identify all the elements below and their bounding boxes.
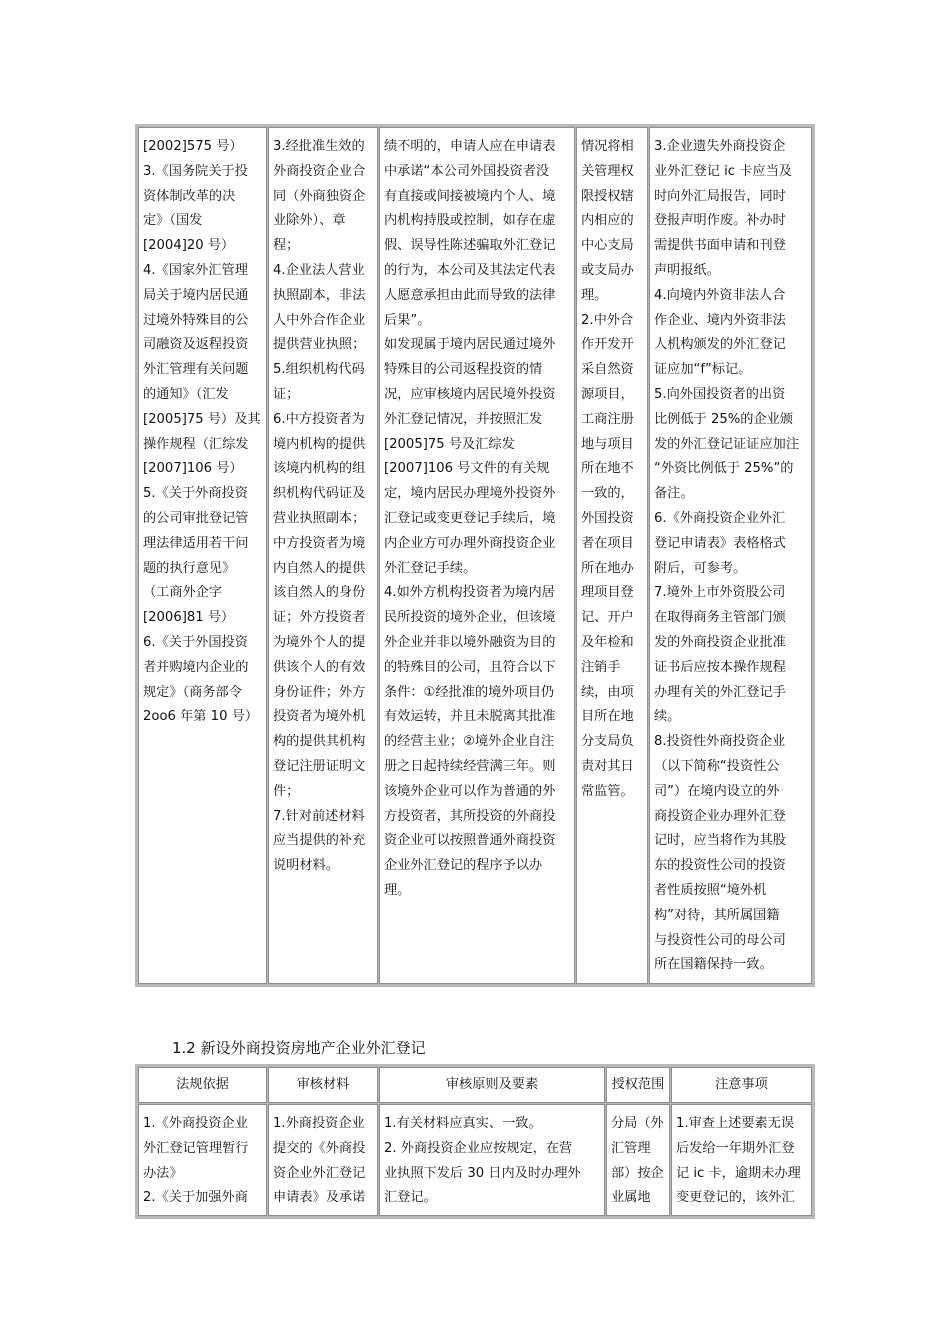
cell-line: 该境外企业可以作为普通的外 — [384, 783, 556, 799]
cell-line: 注销手 — [581, 659, 621, 675]
cell-line: 定，境内居民办理境外投资外 — [384, 486, 556, 502]
cell-line: 境内机构的提供 — [273, 436, 366, 452]
cell-line: 织机构代码证及 — [273, 486, 366, 502]
cell-line: 2. 外商投资企业应按规定，在营 — [384, 1140, 573, 1156]
cell-line: 中承诺“本公司外国投资者没 — [384, 163, 550, 179]
cell-line: 2oo6 年第 10 号） — [143, 709, 259, 725]
cell-line: 所在地办 — [581, 560, 634, 576]
cell-line: 责对其日 — [581, 758, 634, 774]
header-regulations: 法规依据 — [138, 1067, 267, 1103]
cell-line: 供该个人的有效 — [273, 659, 366, 675]
cell-line: 为境外个人的提 — [273, 634, 366, 650]
cell-line: 同（外商独资企 — [273, 188, 366, 204]
cell-line: 者在项目 — [581, 535, 634, 551]
cell-line: 民所投资的境外企业，但该境 — [384, 610, 556, 626]
cell-line: 条件：①经批准的境外项目仍 — [384, 684, 555, 700]
cell-line: 者并购境内企业的 — [143, 659, 249, 675]
cell-line: 4.企业法人营业 — [273, 262, 365, 278]
cell-line: 8.投资性外商投资企业 — [654, 734, 786, 750]
cell-line: 况，应审核境内居民境外投资 — [384, 386, 556, 402]
header-authorization: 授权范围 — [606, 1067, 670, 1103]
cell-line: 工商注册 — [581, 411, 634, 427]
cell-line: 的行为，本公司及其法定代表 — [384, 262, 556, 278]
cell-line: 资体制改革的决 — [143, 188, 236, 204]
cell-line: 或支局办 — [581, 262, 634, 278]
cell-line: 营业执照副本； — [273, 510, 366, 526]
cell-line: 假、误导性陈述骗取外汇登记 — [384, 238, 556, 254]
cell-line: 企业外汇登记的程序予以办 — [384, 858, 543, 874]
cell-line: 局关于境内居民通 — [143, 287, 249, 303]
cell-line: 程； — [273, 238, 300, 254]
cell-line: 有效运转，并且未脱离其批准 — [384, 709, 556, 725]
cell-line: 外汇登记管理暂行 — [143, 1140, 249, 1156]
cell-line: 的公司审批登记管 — [143, 510, 249, 526]
cell-line: 1.《外商投资企业 — [143, 1116, 248, 1131]
cell-line: 附后，可参考。 — [654, 560, 747, 576]
cell-line: 3.企业遗失外商投资企 — [654, 139, 786, 154]
cell-line: 证书后应按本操作规程 — [654, 659, 786, 675]
cell-line: 作企业、境内外资非法 — [654, 312, 786, 328]
cell-line: [2002]575 号） — [143, 139, 243, 154]
cell-line: 的通知》（汇发 — [143, 386, 229, 402]
cell-line: 办理有关的外汇登记手 — [654, 684, 786, 700]
cell-line: 内自然人的提供 — [273, 560, 366, 576]
cell-line: 申请表》及承诺 — [273, 1190, 366, 1206]
cell-line: 人机构颁发的外汇登记 — [654, 337, 786, 353]
cell-line: 办法》 — [143, 1165, 183, 1181]
cell-line: 证； — [273, 386, 300, 402]
cell-line: 中心支局 — [581, 238, 634, 254]
cell-line: 特殊目的公司返程投资的情 — [384, 362, 543, 378]
cell-line: 备注。 — [654, 486, 694, 502]
cell-line: [2007]106 号） — [143, 461, 243, 477]
real-estate-registration-table — [135, 1064, 815, 1219]
table2-col-notes — [671, 1104, 812, 1216]
cell-line: 关管理权 — [581, 163, 634, 179]
cell-line: 在取得商务主管部门颁 — [654, 610, 786, 626]
cell-line: 地与项目 — [581, 436, 634, 452]
header-notes: 注意事项 — [671, 1067, 812, 1103]
cell-line: 规定》（商务部令 — [143, 684, 242, 700]
cell-line: 该境内机构的组 — [273, 461, 366, 477]
cell-line: [2005]75 号及汇综发 — [384, 436, 515, 452]
cell-line: 件； — [273, 783, 300, 799]
cell-line: 内机构持股或控制，如存在虚 — [384, 213, 556, 229]
cell-line: 1.有关材料应真实、一致。 — [384, 1116, 542, 1131]
cell-line: 常监管。 — [581, 783, 634, 799]
cell-line: 5.组织机构代码 — [273, 362, 365, 378]
cell-line: [2004]20 号） — [143, 238, 235, 254]
cell-line: 内企业方可办理外商投资企业 — [384, 535, 556, 551]
cell-line: 6.《外商投资企业外汇 — [654, 510, 786, 526]
cell-line: 汇登记或变更登记手续后，境 — [384, 510, 556, 526]
cell-line: 变更登记的，该外汇 — [676, 1190, 795, 1206]
cell-line: 及年检和 — [581, 634, 634, 650]
cell-line: 续。 — [654, 709, 681, 725]
cell-line: 所在国籍保持一致。 — [654, 957, 773, 973]
cell-line: 投资者为境外机 — [273, 709, 366, 725]
cell-line: 理项目登 — [581, 585, 634, 601]
cell-line: 情况将相 — [581, 139, 634, 154]
cell-line: 4.如外方机构投资者为境内居 — [384, 585, 555, 601]
cell-line: 5.《关于外商投资 — [143, 486, 248, 502]
cell-line: 提供营业执照； — [273, 337, 366, 353]
cell-line: 商投资企业办理外汇登 — [654, 808, 786, 824]
cell-line: 定》（国发 — [143, 213, 203, 229]
cell-line: 5.向外国投资者的出资 — [654, 386, 786, 402]
cell-line: 分支局负 — [581, 734, 634, 750]
cell-line: 与投资性公司的母公司 — [654, 932, 786, 948]
cell-line: 业属地 — [611, 1190, 651, 1206]
cell-line: 者性质按照“境外机 — [654, 882, 767, 898]
header-principles: 审核原则及要素 — [379, 1067, 605, 1103]
table1-col-authorization — [576, 127, 648, 984]
cell-line: 外商投资企业合 — [273, 163, 366, 179]
cell-line: 的特殊目的公司，且符合以下 — [384, 659, 556, 675]
cell-line: 1.审查上述要素无误 — [676, 1116, 795, 1131]
cell-line: 限授权辖 — [581, 188, 634, 204]
cell-line: 需提供书面申请和刊登 — [654, 238, 786, 254]
cell-line: 作开发开 — [581, 337, 634, 353]
cell-line: 源项目， — [581, 386, 634, 402]
section-title: 1.2 新设外商投资房地产企业外汇登记 — [172, 1039, 426, 1057]
cell-line: 4.《国家外汇管理 — [143, 262, 248, 278]
cell-line: 登报声明作废。补办时 — [654, 213, 786, 229]
cell-line: 册之日起持续经营满三年。则 — [384, 758, 556, 774]
cell-line: 证应加“f”标记。 — [654, 362, 752, 378]
cell-line: [2007]106 号文件的有关规 — [384, 461, 550, 477]
cell-line: 3.经批准生效的 — [273, 139, 365, 154]
cell-line: 司”）在境内设立的外 — [654, 783, 780, 799]
cell-line: 目所在地 — [581, 709, 634, 725]
cell-line: 司融资及返程投资 — [143, 337, 249, 353]
table2-col-materials — [268, 1104, 378, 1216]
cell-line: 人愿意承担由此而导致的法律 — [384, 287, 556, 303]
cell-line: 一致的， — [581, 486, 634, 502]
cell-line: 外企业并非以境外融资为目的 — [384, 634, 556, 650]
cell-line: 构的提供其机构 — [273, 734, 366, 750]
cell-line: 登记申请表》表格格式 — [654, 535, 786, 551]
table2-col-authorization — [606, 1104, 670, 1216]
cell-line: 后果”。 — [384, 312, 431, 328]
cell-line: 分局（外 — [611, 1116, 664, 1131]
cell-line: 声明报纸。 — [654, 262, 720, 278]
cell-line: 的经营主业；②境外企业自注 — [384, 734, 555, 750]
cell-line: 时向外汇局报告，同时 — [654, 188, 786, 204]
cell-line: 该自然人的身份 — [273, 585, 366, 601]
cell-line: 应当提供的补充 — [273, 833, 366, 849]
cell-line: 发的外汇登记证证应加注 — [654, 436, 800, 452]
cell-line: 中方投资者为境 — [273, 535, 366, 551]
cell-line: 执照副本，非法 — [273, 287, 366, 303]
cell-line: 构”对待，其所属国籍 — [654, 907, 780, 923]
cell-line: 业执照下发后 30 日内及时办理外 — [384, 1165, 581, 1181]
cell-line: 2.中外合 — [581, 312, 634, 328]
cell-line: 记时，应当将作为其股 — [654, 833, 786, 849]
cell-line: 后发给一年期外汇登 — [676, 1140, 795, 1156]
cell-line: 提交的《外商投 — [273, 1140, 366, 1156]
cell-line: 采自然资 — [581, 362, 634, 378]
cell-line: 汇登记。 — [384, 1190, 437, 1206]
table2-col-principles — [379, 1104, 605, 1216]
requirements-table-continued — [135, 124, 815, 987]
cell-line: （工商外企字 — [143, 585, 223, 601]
cell-line: 证；外方投资者 — [273, 610, 366, 626]
cell-line: 业外汇登记 ic 卡应当及 — [654, 163, 792, 179]
table1-col-principles — [379, 127, 575, 984]
cell-line: 资企业外汇登记 — [273, 1165, 366, 1181]
table2-col-regulations — [138, 1104, 267, 1216]
cell-line: 记 ic 卡，逾期未办理 — [676, 1165, 801, 1181]
cell-line: 外汇登记情况，并按照汇发 — [384, 411, 543, 427]
cell-line: 理法律适用若干问 — [143, 535, 249, 551]
table1-col-notes — [649, 127, 812, 984]
cell-line: 理。 — [384, 882, 411, 898]
cell-line: 续，由项 — [581, 684, 634, 700]
header-materials: 审核材料 — [268, 1067, 378, 1103]
cell-line: 过境外特殊目的公 — [143, 312, 249, 328]
cell-line: 外汇管理有关问题 — [143, 362, 249, 378]
cell-line: 绩不明的，申请人应在申请表 — [384, 139, 556, 154]
cell-line: 业除外）、章 — [273, 213, 346, 229]
cell-line: 内相应的 — [581, 213, 634, 229]
table1-col-materials — [268, 127, 378, 984]
cell-line: 方投资者，其所投资的外商投 — [384, 808, 556, 824]
cell-line: 人中外合作企业 — [273, 312, 366, 328]
cell-line: 资企业可以按照普通外商投资 — [384, 833, 556, 849]
cell-line: [2005]75 号）及其 — [143, 411, 261, 427]
cell-line: 汇管理 — [611, 1140, 651, 1156]
cell-line: 如发现属于境内居民通过境外 — [384, 337, 556, 353]
cell-line: [2006]81 号） — [143, 610, 235, 626]
cell-line: 外汇登记手续。 — [384, 560, 477, 576]
cell-line: 登记注册证明文 — [273, 758, 366, 774]
cell-line: 东的投资性公司的投资 — [654, 858, 786, 874]
cell-line: “外资比例低于 25%”的 — [654, 461, 794, 477]
cell-line: 6.中方投资者为 — [273, 411, 365, 427]
cell-line: 操作规程（汇综发 — [143, 436, 249, 452]
cell-line: 题的执行意见》 — [143, 560, 236, 576]
cell-line: 7.境外上市外资股公司 — [654, 585, 786, 601]
cell-line: 4.向境内外资非法人合 — [654, 287, 786, 303]
cell-line: 2.《关于加强外商 — [143, 1190, 248, 1206]
cell-line: 身份证件；外方 — [273, 684, 366, 700]
cell-line: 有直接或间接被境内个人、境 — [384, 188, 556, 204]
cell-line: （以下简称“投资性公 — [654, 758, 780, 774]
cell-line: 1.外商投资企业 — [273, 1116, 365, 1131]
cell-line: 所在地不 — [581, 461, 634, 477]
cell-line: 理。 — [581, 287, 608, 303]
cell-line: 7.针对前述材料 — [273, 808, 365, 824]
cell-line: 外国投资 — [581, 510, 634, 526]
cell-line: 3.《国务院关于投 — [143, 163, 248, 179]
cell-line: 记、开户 — [581, 610, 634, 626]
cell-line: 说明材料。 — [273, 858, 339, 874]
cell-line: 比例低于 25%的企业颁 — [654, 411, 794, 427]
cell-line: 发的外商投资企业批准 — [654, 634, 786, 650]
table1-col-regulations — [138, 127, 267, 984]
cell-line: 6.《关于外国投资 — [143, 634, 248, 650]
cell-line: 部）按企 — [611, 1165, 664, 1181]
